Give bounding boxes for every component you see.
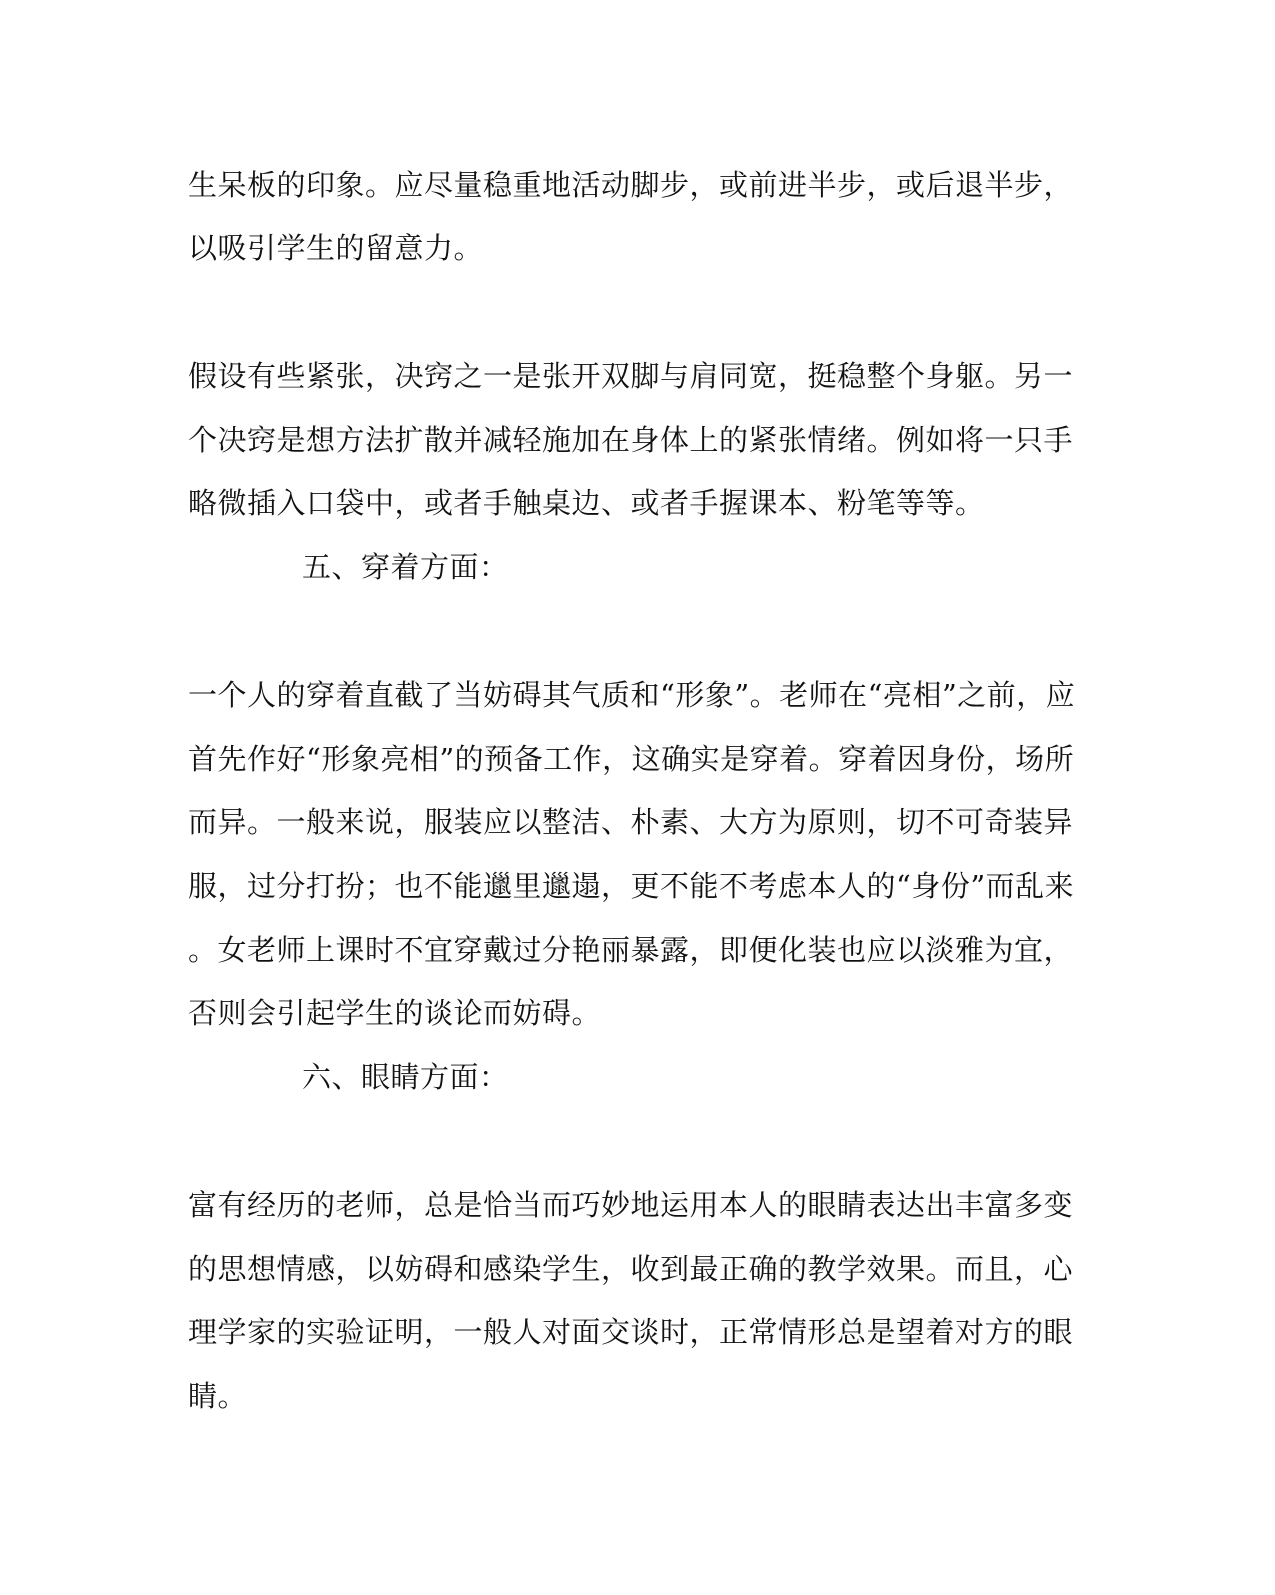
paragraph-line: 理学家的实验证明，一般人对面交谈时，正常情形总是望着对方的眼 — [188, 1315, 1074, 1349]
paragraph-line: 假设有些紧张，决窍之一是张开双脚与肩同宽，挺稳整个身躯。另一 — [188, 359, 1074, 393]
paragraph-line: 个决窍是想方法扩散并减轻施加在身体上的紧张情绪。例如将一只手 — [188, 423, 1074, 457]
paragraph-line: 一个人的穿着直截了当妨碍其气质和“形象”。老师在“亮相”之前，应 — [188, 678, 1076, 712]
section-heading: 六、眼睛方面： — [302, 1060, 509, 1094]
paragraph-line: 以吸引学生的留意力。 — [188, 231, 484, 265]
paragraph-line: 否则会引起学生的谈论而妨碍。 — [188, 996, 602, 1030]
paragraph-line: 略微插入口袋中，或者手触桌边、或者手握课本、粉笔等等。 — [188, 486, 985, 520]
paragraph-line: 。女老师上课时不宜穿戴过分艳丽暴露，即便化装也应以淡雅为宜， — [188, 933, 1074, 967]
paragraph-line: 生呆板的印象。应尽量稳重地活动脚步，或前进半步，或后退半步， — [188, 168, 1074, 202]
paragraph-line: 的思想情感，以妨碍和感染学生，收到最正确的教学效果。而且，心 — [188, 1252, 1074, 1286]
paragraph-line: 服，过分打扮；也不能邋里邋遢，更不能不考虑本人的“身份”而乱来 — [188, 869, 1075, 903]
paragraph-line: 富有经历的老师，总是恰当而巧妙地运用本人的眼睛表达出丰富多变 — [188, 1188, 1074, 1222]
section-heading: 五、穿着方面： — [302, 550, 509, 584]
paragraph-line: 而异。一般来说，服装应以整洁、朴素、大方为原则，切不可奇装异 — [188, 805, 1074, 839]
paragraph-line: 睛。 — [188, 1379, 248, 1413]
paragraph-line: 首先作好“形象亮相”的预备工作，这确实是穿着。穿着因身份，场所 — [188, 742, 1075, 776]
